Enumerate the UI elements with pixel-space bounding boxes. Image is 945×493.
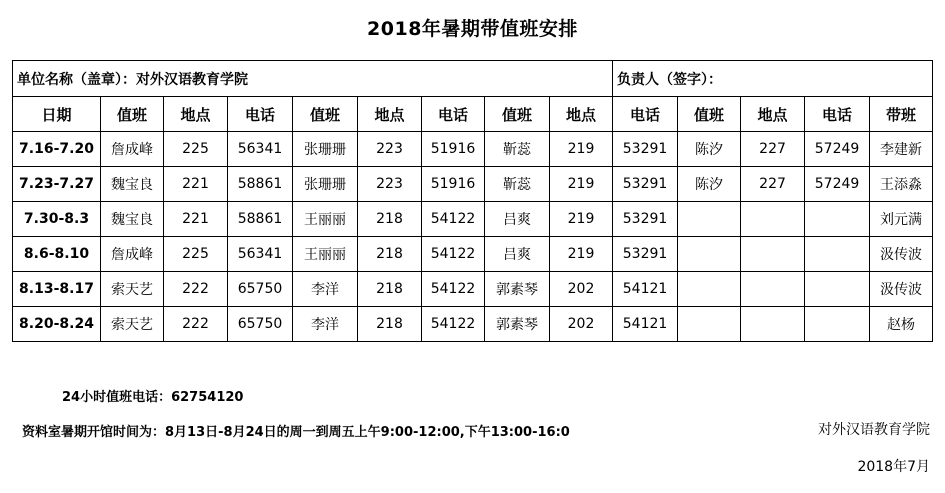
column-header: 地点 <box>550 97 613 132</box>
date-cell: 8.13-8.17 <box>13 272 101 307</box>
library-hours-note: 资料室暑期开馆时间为：8月13日-8月24日的周一到周五上午9:00-12:00,下午13:00-16:0 <box>22 425 570 440</box>
table-cell: 郭素琴 <box>485 307 550 342</box>
table-cell: 54122 <box>422 307 485 342</box>
table-row <box>13 202 933 237</box>
column-header: 电话 <box>613 97 678 132</box>
table-cell: 赵杨 <box>870 307 933 342</box>
table-cell: 吕爽 <box>485 202 550 237</box>
document-date: 2018年7月 <box>857 459 930 475</box>
table-cell: 靳蕊 <box>485 167 550 202</box>
organization-signature: 对外汉语教育学院 <box>818 422 930 438</box>
table-cell <box>678 202 741 237</box>
document-title: 2018年暑期带值班安排 <box>367 18 578 40</box>
column-header: 地点 <box>164 97 228 132</box>
table-cell: 53291 <box>613 237 678 272</box>
table-cell: 54122 <box>422 272 485 307</box>
table-cell: 李洋 <box>293 307 358 342</box>
table-cell: 靳蕊 <box>485 132 550 167</box>
table-cell: 56341 <box>228 237 293 272</box>
column-header: 电话 <box>228 97 293 132</box>
column-header: 日期 <box>13 97 101 132</box>
table-cell <box>678 237 741 272</box>
column-header: 电话 <box>422 97 485 132</box>
table-row <box>13 272 933 307</box>
table-cell: 227 <box>741 167 805 202</box>
hotline-note: 24小时值班电话：62754120 <box>62 390 244 405</box>
table-cell: 魏宝良 <box>101 167 164 202</box>
table-cell: 王添淼 <box>870 167 933 202</box>
meta-row <box>13 61 933 97</box>
table-cell <box>805 202 870 237</box>
table-cell <box>805 237 870 272</box>
date-cell: 7.16-7.20 <box>13 132 101 167</box>
column-header: 电话 <box>805 97 870 132</box>
date-cell: 8.6-8.10 <box>13 237 101 272</box>
table-cell: 索天艺 <box>101 307 164 342</box>
table-cell <box>741 237 805 272</box>
table-cell: 陈汐 <box>678 167 741 202</box>
table-cell: 汲传波 <box>870 237 933 272</box>
column-header: 值班 <box>485 97 550 132</box>
table-cell: 51916 <box>422 167 485 202</box>
table-cell: 222 <box>164 272 228 307</box>
table-cell: 219 <box>550 167 613 202</box>
column-header: 地点 <box>741 97 805 132</box>
table-cell: 219 <box>550 237 613 272</box>
table-cell: 54121 <box>613 272 678 307</box>
table-cell: 218 <box>358 202 422 237</box>
table-row <box>13 132 933 167</box>
table-cell: 218 <box>358 307 422 342</box>
table-cell <box>741 202 805 237</box>
table-cell: 53291 <box>613 202 678 237</box>
table-cell: 李建新 <box>870 132 933 167</box>
table-cell: 227 <box>741 132 805 167</box>
table-cell: 58861 <box>228 202 293 237</box>
table-cell: 223 <box>358 167 422 202</box>
table-cell: 222 <box>164 307 228 342</box>
table-cell: 汲传波 <box>870 272 933 307</box>
table-cell: 李洋 <box>293 272 358 307</box>
table-cell: 53291 <box>613 132 678 167</box>
table-cell: 刘元满 <box>870 202 933 237</box>
table-cell: 202 <box>550 272 613 307</box>
table-cell <box>805 272 870 307</box>
table-cell: 218 <box>358 272 422 307</box>
table-cell: 65750 <box>228 272 293 307</box>
table-cell: 56341 <box>228 132 293 167</box>
column-header: 地点 <box>358 97 422 132</box>
table-cell: 57249 <box>805 132 870 167</box>
column-header: 值班 <box>678 97 741 132</box>
table-cell: 54121 <box>613 307 678 342</box>
table-cell: 218 <box>358 237 422 272</box>
table-row <box>13 167 933 202</box>
table-cell: 53291 <box>613 167 678 202</box>
column-header: 值班 <box>293 97 358 132</box>
table-cell: 221 <box>164 167 228 202</box>
date-cell: 7.30-8.3 <box>13 202 101 237</box>
table-cell <box>805 307 870 342</box>
column-header: 值班 <box>101 97 164 132</box>
table-cell: 陈汐 <box>678 132 741 167</box>
table-cell: 65750 <box>228 307 293 342</box>
table-cell: 202 <box>550 307 613 342</box>
table-cell: 吕爽 <box>485 237 550 272</box>
table-cell: 王丽丽 <box>293 202 358 237</box>
table-cell: 225 <box>164 237 228 272</box>
table-cell: 魏宝良 <box>101 202 164 237</box>
table-cell: 58861 <box>228 167 293 202</box>
table-cell: 张珊珊 <box>293 167 358 202</box>
table-cell: 詹成峰 <box>101 132 164 167</box>
table-cell: 张珊珊 <box>293 132 358 167</box>
table-cell: 221 <box>164 202 228 237</box>
table-cell: 57249 <box>805 167 870 202</box>
table-cell: 219 <box>550 132 613 167</box>
table-cell: 54122 <box>422 237 485 272</box>
table-cell <box>678 272 741 307</box>
duty-schedule-table <box>12 60 933 342</box>
unit-name-cell: 单位名称（盖章）：对外汉语教育学院 <box>13 61 613 97</box>
table-cell <box>741 307 805 342</box>
table-cell: 51916 <box>422 132 485 167</box>
table-cell: 詹成峰 <box>101 237 164 272</box>
table-cell: 郭素琴 <box>485 272 550 307</box>
table-cell: 219 <box>550 202 613 237</box>
table-row <box>13 237 933 272</box>
table-cell <box>678 307 741 342</box>
responsible-person-cell: 负责人（签字）： <box>613 61 933 97</box>
table-cell <box>741 272 805 307</box>
table-cell: 225 <box>164 132 228 167</box>
table-cell: 223 <box>358 132 422 167</box>
date-cell: 7.23-7.27 <box>13 167 101 202</box>
table-cell: 54122 <box>422 202 485 237</box>
table-cell: 王丽丽 <box>293 237 358 272</box>
table-row <box>13 307 933 342</box>
column-header: 带班 <box>870 97 933 132</box>
header-row <box>13 97 933 132</box>
date-cell: 8.20-8.24 <box>13 307 101 342</box>
table-cell: 索天艺 <box>101 272 164 307</box>
